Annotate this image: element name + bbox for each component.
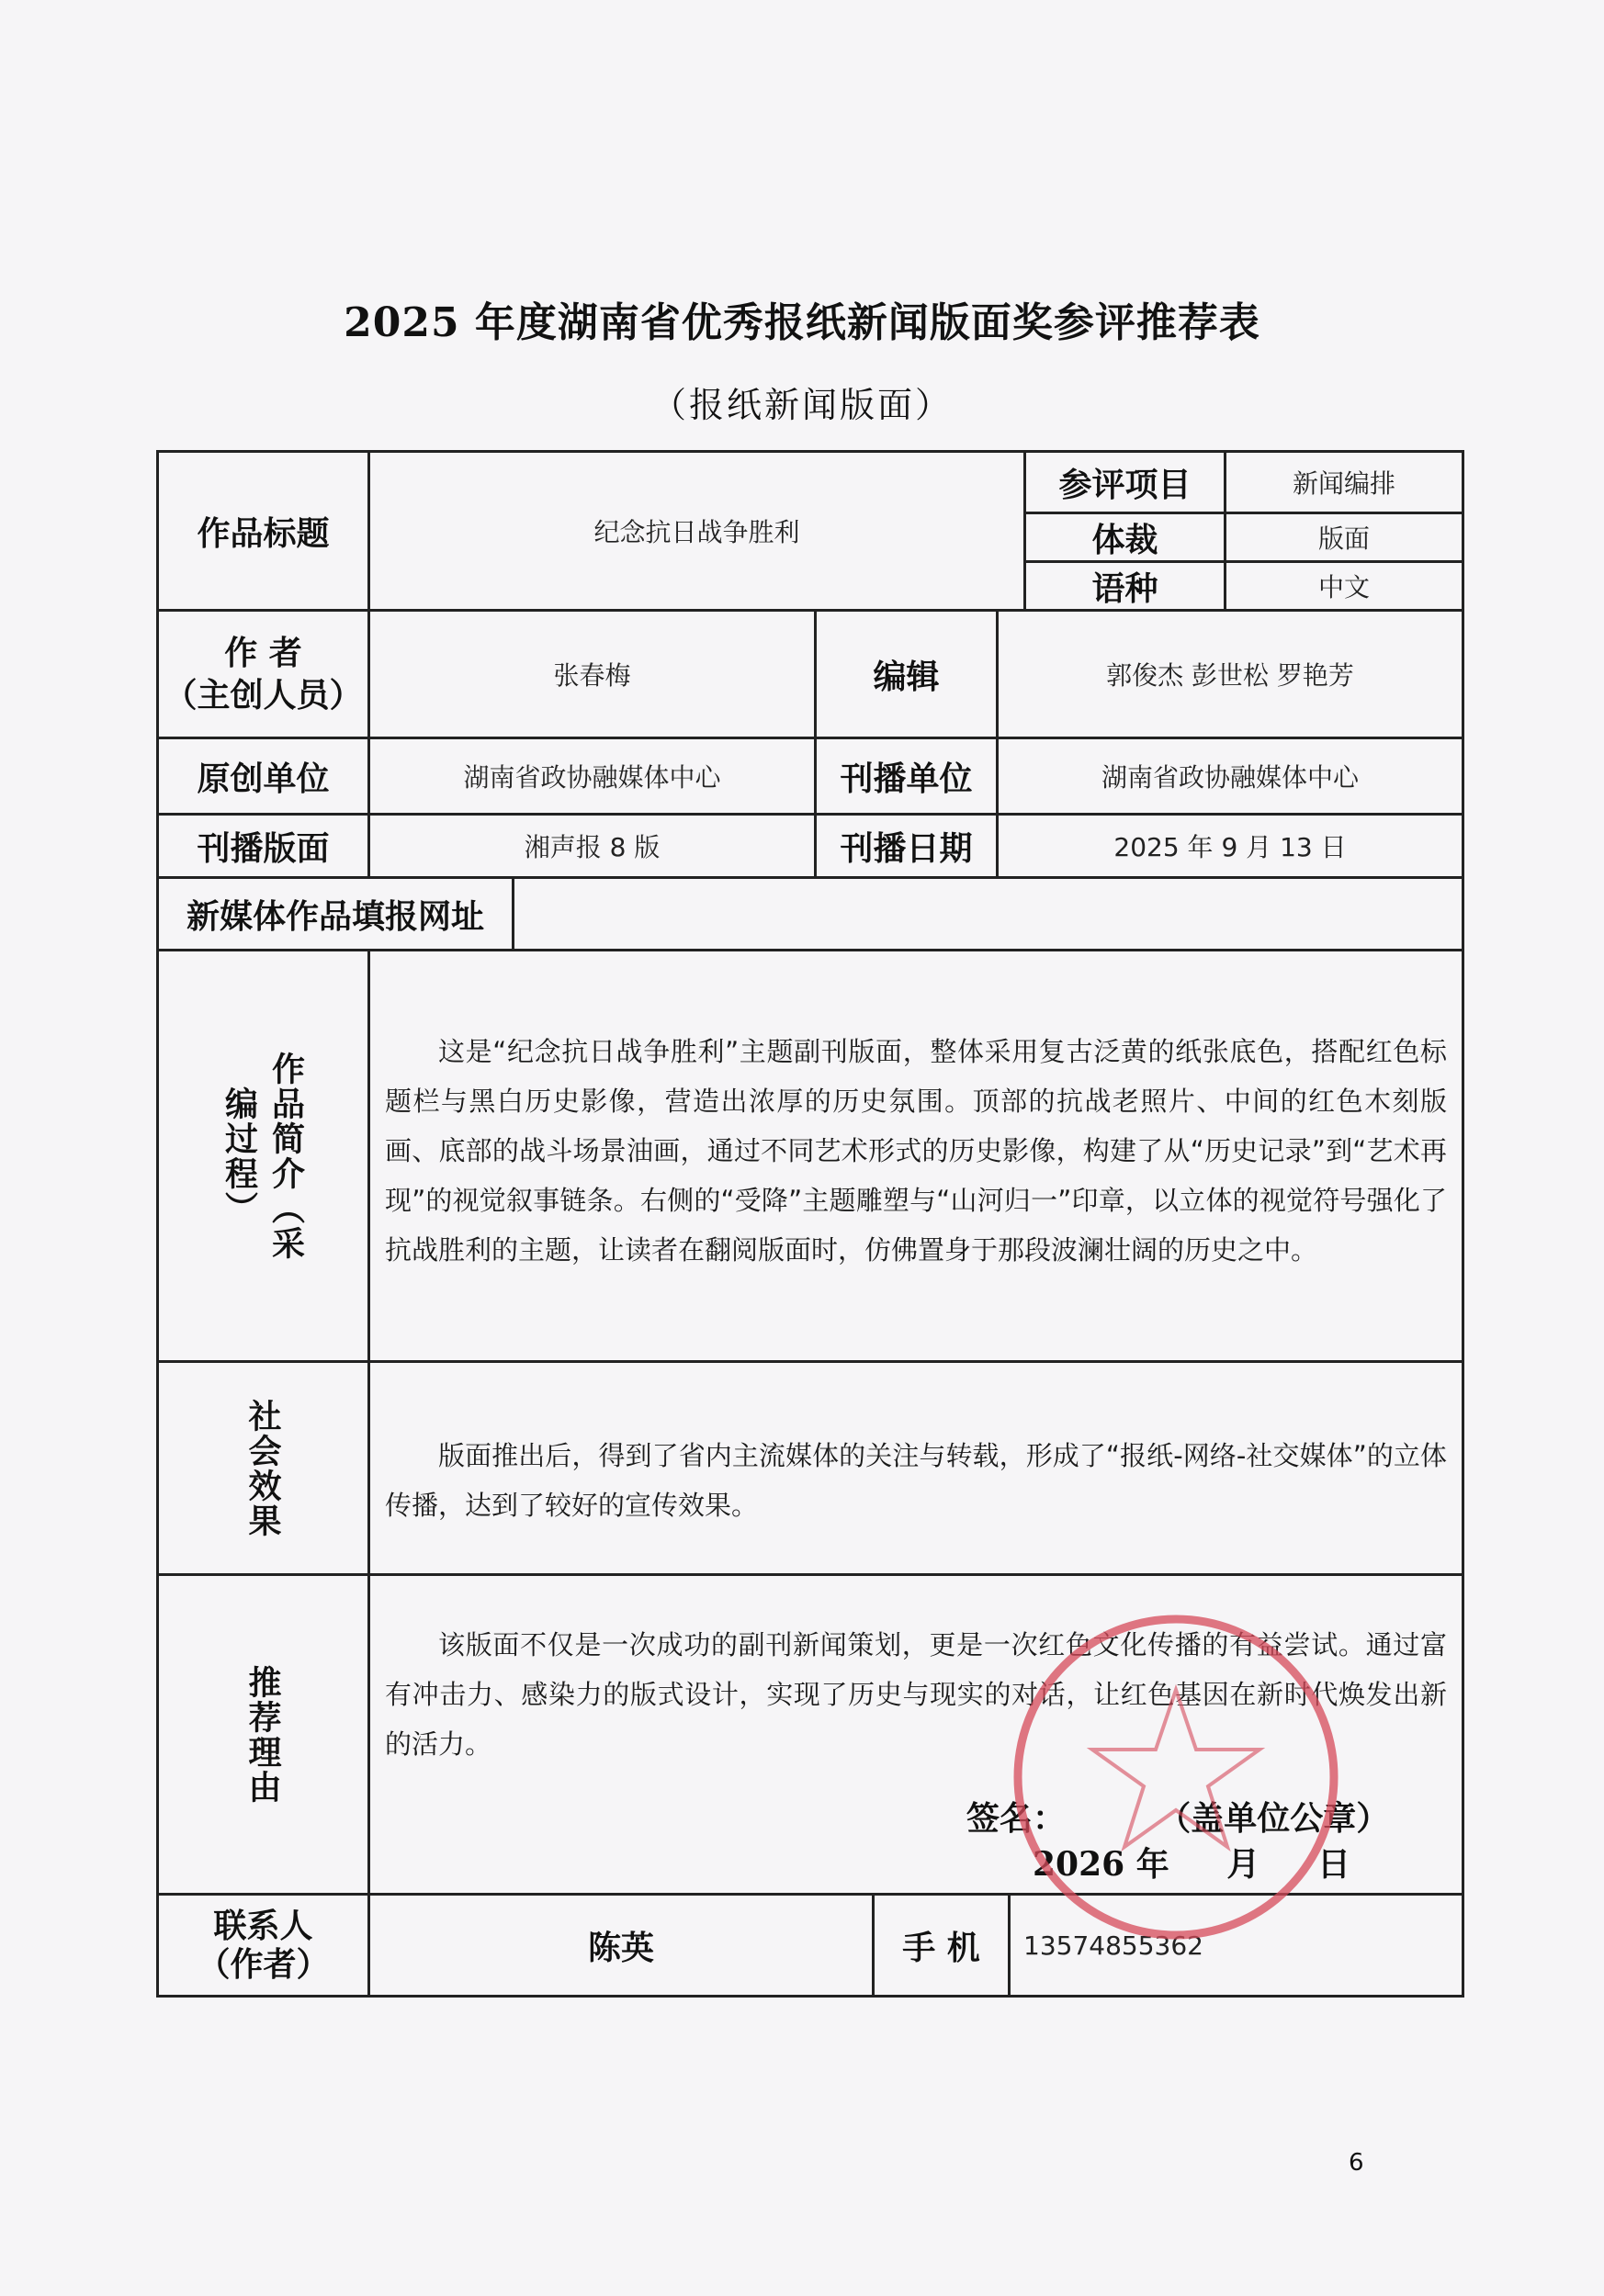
signature-line: 签名： （盖单位公章）: [966, 1799, 1390, 1838]
reason-label: 推荐理由: [243, 1664, 282, 1805]
author-label-line1: 作 者: [224, 634, 302, 672]
contact-label-line1: 联系人: [213, 1907, 313, 1945]
language-label: 语种: [1023, 560, 1226, 612]
phone-value: 13574855362: [1008, 1893, 1464, 1998]
author-value: 张春梅: [367, 609, 817, 739]
origin-unit-label: 原创单位: [156, 737, 370, 816]
social-effect-label: 社会效果: [243, 1398, 282, 1538]
phone-label: 手 机: [872, 1893, 1011, 1998]
reason-label-cell: [156, 1573, 370, 1896]
recommendation-form-table: [156, 450, 1464, 2000]
language-value: 中文: [1224, 560, 1464, 612]
work-title-label: 作品标题: [156, 450, 370, 612]
date-line: 2026 年 月 日: [1033, 1845, 1351, 1884]
contact-label-line2: （作者）: [197, 1945, 330, 1984]
document-subtitle: （报纸新闻版面）: [650, 385, 953, 425]
publish-page-value: 湘声报 8 版: [367, 813, 817, 879]
category-value: 新闻编排: [1224, 450, 1464, 514]
origin-unit-value: 湖南省政协融媒体中心: [367, 737, 817, 816]
publish-unit-value: 湖南省政协融媒体中心: [996, 737, 1464, 816]
reason-text: 该版面不仅是一次成功的副刊新闻策划，更是一次红色文化传播的有益尝试。通过富有冲击力、感染力的版式设计，实现了历史与现实的对话，让红色基因在新时代焕发出新的活力。: [385, 1629, 1447, 1760]
genre-value: 版面: [1224, 512, 1464, 563]
work-title-value: 纪念抗日战争胜利: [367, 450, 1026, 612]
contact-label: [156, 1893, 370, 1998]
category-label: 参评项目: [1023, 450, 1226, 514]
document-title: 2025 年度湖南省优秀报纸新闻版面奖参评推荐表: [344, 299, 1260, 346]
editor-value: 郭俊杰 彭世松 罗艳芳: [996, 609, 1464, 739]
publish-date-label: 刊播日期: [814, 813, 999, 879]
social-effect-label-cell: [156, 1360, 370, 1576]
social-effect-text: 版面推出后，得到了省内主流媒体的关注与转载，形成了“报纸-网络-社交媒体”的立体传播，达到了较好的宣传效果。: [385, 1440, 1447, 1521]
social-effect-cell: [367, 1360, 1464, 1576]
contact-value: 陈英: [367, 1893, 875, 1998]
intro-label-cell: [156, 949, 370, 1363]
intro-text: 这是“纪念抗日战争胜利”主题副刊版面，整体采用复古泛黄的纸张底色，搭配红色标题栏与黑白历史影像，营造出浓厚的历史氛围。顶部的抗战老照片、中间的红色木刻版画、底部的战斗场景油画，通过不同艺术形式的历史影像，构建了从“历史记录”到“艺术再现”的视觉叙事链条。右侧的“受降”主题雕塑与“山河归一”印章，以立体的视觉符号强化了抗战胜利的主题，让读者在翻阅版面时，仿佛置身于那段波澜壮阔的历史之中。: [385, 1036, 1447, 1266]
page-number: 6: [1349, 2149, 1364, 2177]
newmedia-url-value[interactable]: [512, 876, 1464, 951]
intro-label: 作品简介（采编过程）: [220, 1051, 306, 1261]
newmedia-url-label: 新媒体作品填报网址: [156, 876, 514, 951]
genre-label: 体裁: [1023, 512, 1226, 563]
publish-page-label: 刊播版面: [156, 813, 370, 879]
publish-unit-label: 刊播单位: [814, 737, 999, 816]
author-label-line2: （主创人员）: [164, 676, 363, 715]
editor-label: 编辑: [814, 609, 999, 739]
intro-cell: [367, 949, 1464, 1363]
publish-date-value: 2025 年 9 月 13 日: [996, 813, 1464, 879]
author-label: [156, 609, 370, 739]
